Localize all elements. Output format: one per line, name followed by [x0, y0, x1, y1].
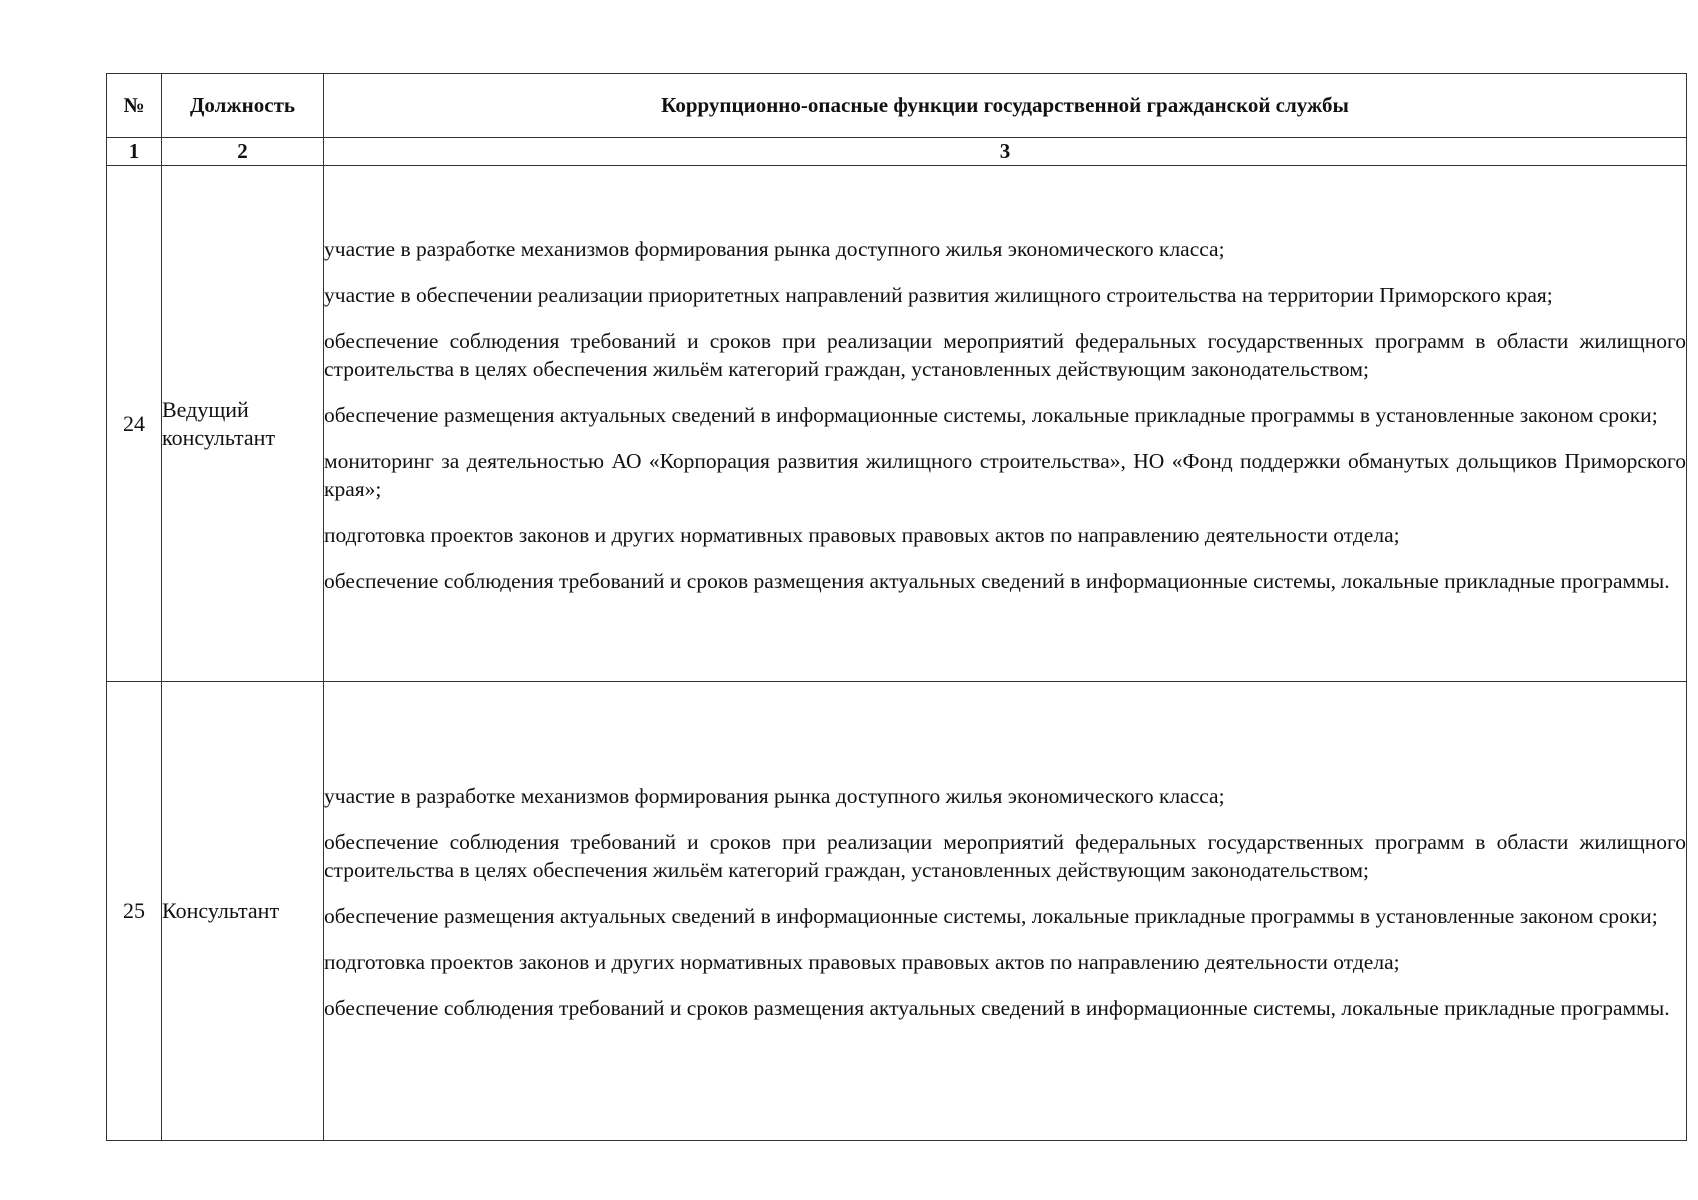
column-number-1: 1 — [107, 138, 162, 166]
function-item: подготовка проектов законов и других нормативных правовых правовых актов по направлению деятельности отдела; — [324, 522, 1400, 547]
function-item: участие в разработке механизмов формирования рынка доступного жилья экономического класса; — [324, 236, 1225, 261]
table-row — [107, 682, 1687, 1141]
function-item: обеспечение размещения актуальных сведений в информационные системы, локальные прикладные программы в установленные законом сроки; — [324, 904, 1658, 928]
header-functions: Коррупционно-опасные функции государственной гражданской службы — [324, 74, 1687, 138]
functions-cell — [324, 166, 1687, 682]
header-position: Должность — [162, 74, 324, 138]
function-item: обеспечение размещения актуальных сведений в информационные системы, локальные прикладные программы в установленные законом сроки; — [324, 402, 1658, 427]
position-name: Консультант — [162, 682, 324, 1141]
function-item: обеспечение соблюдения требований и сроков при реализации мероприятий федеральных государственных программ в области жилищного строительства в целях обеспечения жильём категорий граждан, установленных действующим законодательством; — [324, 328, 1686, 381]
function-item: мониторинг за деятельностью АО «Корпорация развития жилищного строительства», НО «Фонд поддержки обманутых дольщиков Приморского края»; — [324, 448, 1686, 501]
position-name: Ведущий консультант — [162, 166, 324, 682]
column-number-row — [107, 138, 1687, 166]
function-item: обеспечение соблюдения требований и сроков размещения актуальных сведений в информационные системы, локальные прикладные программы. — [324, 568, 1670, 593]
functions-cell — [324, 682, 1687, 1141]
row-number: 25 — [107, 682, 162, 1141]
row-number: 24 — [107, 166, 162, 682]
column-number-2: 2 — [162, 138, 324, 166]
header-row — [107, 74, 1687, 138]
function-item: обеспечение соблюдения требований и сроков при реализации мероприятий федеральных государственных программ в области жилищного строительства в целях обеспечения жильём категорий граждан, установленных действующим законодательством; — [324, 830, 1686, 882]
function-item: участие в обеспечении реализации приоритетных направлений развития жилищного строительства на территории Приморского края; — [324, 282, 1553, 307]
table-row — [107, 166, 1687, 682]
header-number: № — [107, 74, 162, 138]
function-item: обеспечение соблюдения требований и сроков размещения актуальных сведений в информационные системы, локальные прикладные программы. — [324, 996, 1670, 1020]
functions-table — [106, 73, 1687, 1141]
function-item: подготовка проектов законов и других нормативных правовых правовых актов по направлению деятельности отдела; — [324, 950, 1400, 974]
function-item: участие в разработке механизмов формирования рынка доступного жилья экономического класса; — [324, 784, 1225, 808]
column-number-3: 3 — [324, 138, 1687, 166]
